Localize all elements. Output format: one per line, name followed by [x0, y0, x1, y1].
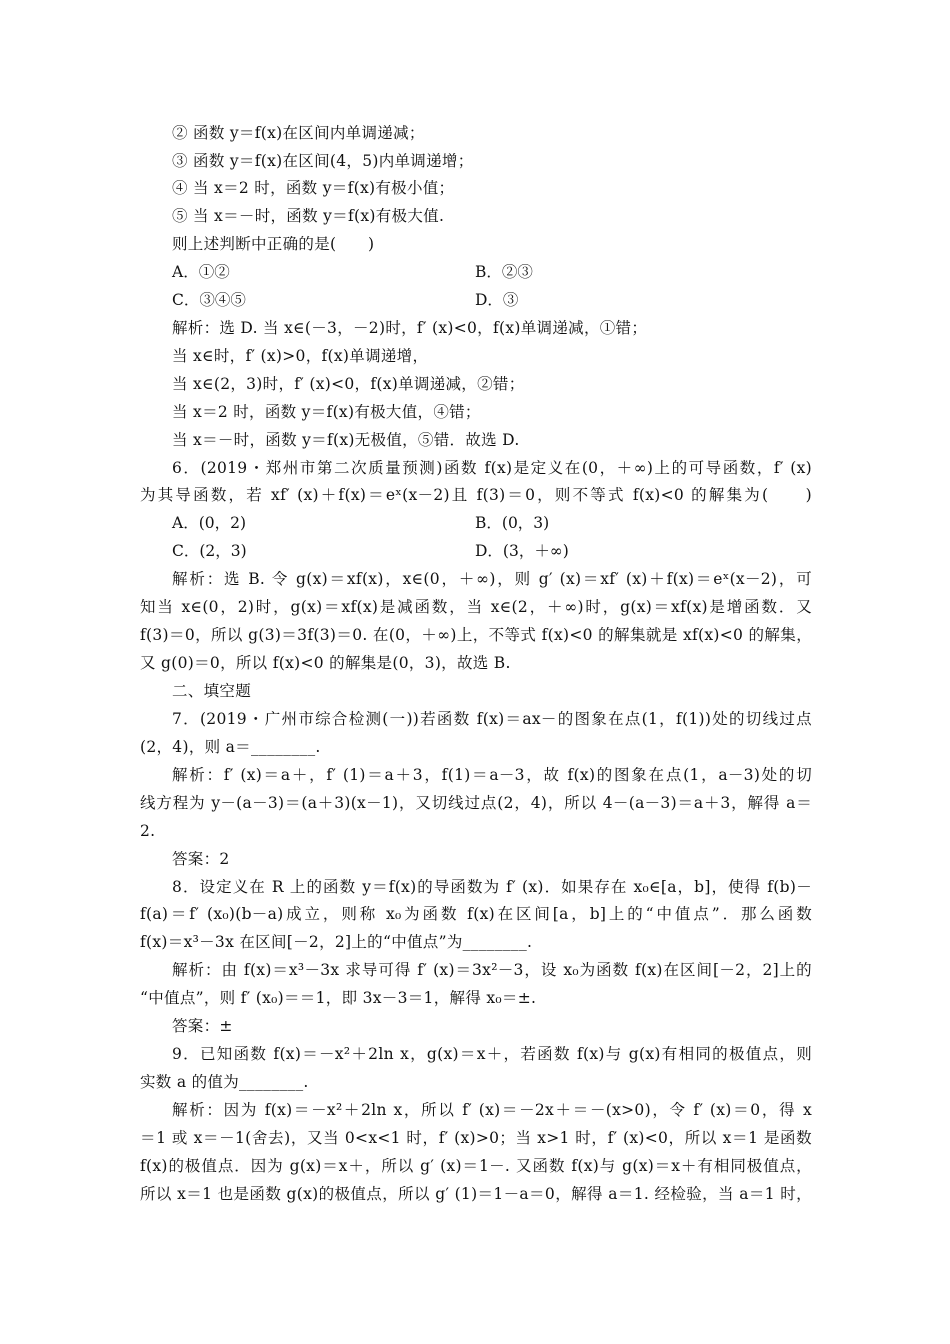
question-8: 8．设定义在 R 上的函数 y＝f(x)的导函数为 f′ (x)．如果存在 x₀∈[a，b]，使得 f(b)－ [172, 878, 812, 896]
analysis-line: 解析：选 B. 令 g(x)＝xf(x)，x∈(0，＋∞)，则 g′ (x)＝xf′ (x)＋f(x)＝eˣ(x－2)，可 [172, 570, 812, 588]
option-b: B．(0，3) [475, 514, 550, 532]
section-heading: 二、填空题 [172, 682, 252, 700]
answer: 答案：± [172, 1017, 233, 1035]
analysis-line: 知当 x∈(0，2)时，g(x)＝xf(x)是减函数，当 x∈(2，＋∞)时，g(x)＝xf(x)是增函数．又 [140, 598, 812, 616]
answer: 答案：2 [172, 850, 230, 868]
analysis-line: 线方程为 y－(a－3)＝(a＋3)(x－1)，又切线过点(2，4)，所以 4－(a－3)＝a＋3，解得 a＝ [140, 794, 812, 812]
option-c: C．(2，3) [172, 542, 247, 560]
option-b: B．②③ [475, 263, 533, 281]
analysis-line: 解析：因为 f(x)＝－x²＋2ln x，所以 f′ (x)＝－2x＋＝－(x>0)，令 f′ (x)＝0，得 x [172, 1101, 812, 1119]
option-c: C．③④⑤ [172, 291, 246, 309]
question-9-cont: 实数 a 的值为________. [140, 1073, 309, 1091]
statement-5: ⑤ 当 x＝－时，函数 y＝f(x)有极大值. [172, 207, 445, 225]
analysis-line: 2. [140, 822, 156, 840]
analysis-line: 解析：f′ (x)＝a＋，f′ (1)＝a＋3，f(1)＝a－3，故 f(x)的图象在点(1，a－3)处的切 [172, 766, 812, 784]
analysis-line: f(x)的极值点．因为 g(x)＝x＋，所以 g′ (x)＝1－. 又函数 f(x)与 g(x)＝x＋有相同极值点， [140, 1157, 812, 1175]
analysis-line: 所以 x＝1 也是函数 g(x)的极值点，所以 g′ (1)＝1－a＝0，解得 a＝1. 经检验，当 a＝1 时， [140, 1185, 812, 1203]
question-9: 9．已知函数 f(x)＝－x²＋2ln x，g(x)＝x＋，若函数 f(x)与 g(x)有相同的极值点，则 [172, 1045, 812, 1063]
option-a: A．①② [172, 263, 230, 281]
option-a: A．(0，2) [172, 514, 247, 532]
analysis-line: 当 x＝2 时，函数 y＝f(x)有极大值，④错； [172, 403, 481, 421]
analysis-line: ＝1 或 x＝－1(舍去)，又当 0<x<1 时，f′ (x)>0；当 x>1 时，f′ (x)<0，所以 x＝1 是函数 [140, 1129, 812, 1147]
analysis-line: f(3)＝0，所以 g(3)＝3f(3)＝0. 在(0，＋∞)上，不等式 f(x)<0 的解集就是 xf(x)<0 的解集， [140, 626, 812, 644]
statement-2: ② 函数 y＝f(x)在区间内单调递减； [172, 124, 425, 142]
question-6: 6．(2019・郑州市第二次质量预测)函数 f(x)是定义在(0，＋∞)上的可导函数，f′ (x) [172, 459, 812, 477]
analysis-line: 当 x∈(2，3)时，f′ (x)<0，f(x)单调递减，②错； [172, 375, 525, 393]
analysis-line: 又 g(0)＝0，所以 f(x)<0 的解集是(0，3)，故选 B. [140, 654, 511, 672]
option-d: D．(3，＋∞) [475, 542, 569, 560]
question-7: 7．(2019・广州市综合检测(一))若函数 f(x)＝ax－的图象在点(1，f(1))处的切线过点 [172, 710, 812, 728]
analysis-line: 当 x＝－时，函数 y＝f(x)无极值，⑤错．故选 D. [172, 431, 520, 449]
option-d: D．③ [475, 291, 519, 309]
question-8-cont: f(x)＝x³－3x 在区间[－2，2]上的“中值点”为________. [140, 933, 533, 951]
analysis-line: 解析：选 D. 当 x∈(－3，－2)时，f′ (x)<0，f(x)单调递减，①错； [172, 319, 648, 337]
analysis-line: 解析：由 f(x)＝x³－3x 求导可得 f′ (x)＝3x²－3，设 x₀为函数 f(x)在区间[－2，2]上的 [172, 961, 812, 979]
question-prompt: 则上述判断中正确的是( ) [172, 235, 375, 253]
statement-3: ③ 函数 y＝f(x)在区间(4，5)内单调递增； [172, 152, 474, 170]
question-7-cont: (2，4)，则 a＝________. [140, 738, 321, 756]
statement-4: ④ 当 x＝2 时，函数 y＝f(x)有极小值； [172, 179, 455, 197]
question-8-cont: f(a)＝f′ (x₀)(b－a)成立，则称 x₀为函数 f(x)在区间[a，b]上的“中值点”．那么函数 [140, 905, 812, 923]
question-6-cont: 为其导函数，若 xf′ (x)＋f(x)＝eˣ(x－2)且 f(3)＝0，则不等式 f(x)<0 的解集为( ) [140, 486, 812, 504]
analysis-line: 当 x∈时，f′ (x)>0，f(x)单调递增， [172, 347, 429, 365]
analysis-line: “中值点”，则 f′ (x₀)＝＝1，即 3x－3＝1，解得 x₀＝±. [140, 989, 537, 1007]
